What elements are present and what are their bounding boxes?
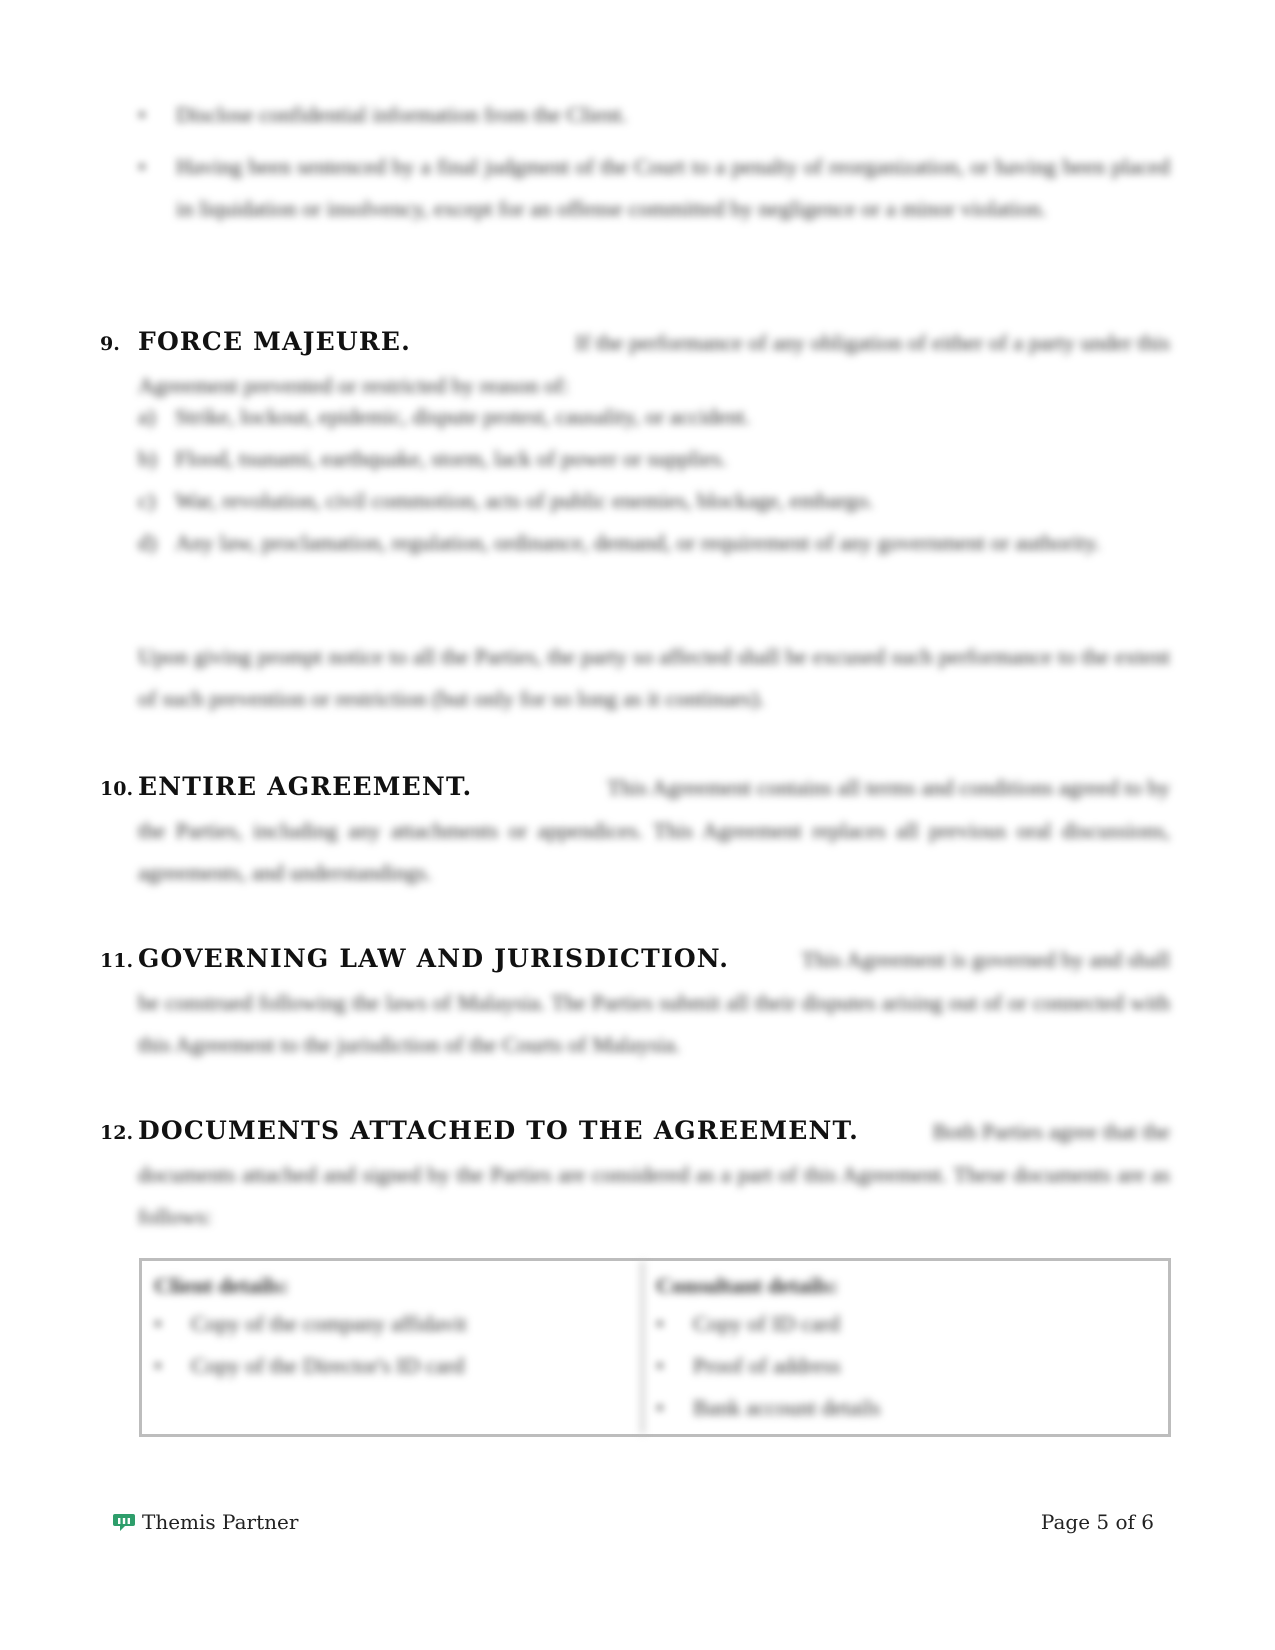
brand-name: Themis Partner — [142, 1510, 299, 1534]
list-item: • Bank account details — [656, 1395, 881, 1420]
list-item: b) Flood, tsunami, earthquake, storm, lack of power or supplies. — [138, 446, 727, 471]
section-heading: DOCUMENTS ATTACHED TO THE AGREEMENT. — [138, 1116, 859, 1145]
intro-bullet-list — [138, 94, 1170, 240]
section-text-first-line: This Agreement contains all terms and conditions agreed to by — [607, 775, 1170, 800]
client-details-title: Client details: — [154, 1273, 289, 1298]
list-item: • Disclose confidential information from the Client. — [138, 102, 628, 127]
section-heading: FORCE MAJEURE. — [138, 327, 412, 356]
section-text-first-line: This Agreement is governed by and shall — [801, 947, 1170, 972]
themis-partner-logo-icon — [112, 1511, 136, 1533]
section-number: 10. — [100, 778, 134, 800]
list-item: a) Strike, lockout, epidemic, dispute protest, causality, or accident. — [138, 404, 751, 429]
documents-table — [139, 1258, 1171, 1437]
section-text: documents attached and signed by the Parties are considered as a part of this Agreement. These documents are as follows: — [138, 1162, 1170, 1229]
footer-brand — [112, 1510, 298, 1534]
section-text-first-line: If the performance of any obligation of either of a party under this — [575, 330, 1170, 355]
section-heading: GOVERNING LAW AND JURISDICTION. — [138, 944, 730, 973]
page-number: Page 5 of 6 — [1040, 1510, 1154, 1534]
section-text-first-line: Both Parties agree that the — [932, 1119, 1170, 1144]
consultant-details-title: Consultant details: — [656, 1273, 838, 1298]
section-heading: ENTIRE AGREEMENT. — [138, 772, 473, 801]
force-majeure-closing: Upon giving prompt notice to all the Parties, the party so affected shall be excused such performance to the extent of such prevention or restriction (but only for so long as it continues). — [138, 644, 1170, 711]
section-number: 11. — [100, 950, 134, 972]
list-item: • Having been sentenced by a final judgment of the Court to a penalty of reorganization, or having been placed in liquidation or insolvency, except for an offense committed by negligence or a minor violation. — [138, 154, 1170, 221]
force-majeure-list — [138, 396, 1170, 564]
section-number: 9. — [100, 333, 120, 355]
section-text: the Parties, including any attachments or appendices. This Agreement replaces all previous oral discussions, agreements, and understandings. — [138, 818, 1170, 885]
list-item: d) Any law, proclamation, regulation, ordinance, demand, or requirement of any government or authority. — [138, 530, 1101, 555]
consultant-details-column — [644, 1261, 1168, 1434]
list-item: • Proof of address — [656, 1353, 841, 1378]
section-number: 12. — [100, 1122, 134, 1144]
list-item: • Copy of ID card — [656, 1311, 840, 1336]
consultant-documents-list — [656, 1303, 1156, 1429]
section-text: be construed following the laws of Malaysia. The Parties submit all their disputes arising out of or connected with this Agreement to the jurisdiction of the Courts of Malaysia. — [138, 990, 1170, 1057]
list-item: • Copy of the company affidavit — [154, 1311, 467, 1336]
client-details-column — [142, 1261, 644, 1434]
list-item: • Copy of the Director's ID card — [154, 1353, 465, 1378]
list-item: c) War, revolution, civil commotion, acts of public enemies, blockage, embargo. — [138, 488, 874, 513]
section-text: Agreement prevented or restricted by reason of: — [138, 373, 570, 398]
client-documents-list — [154, 1303, 629, 1387]
